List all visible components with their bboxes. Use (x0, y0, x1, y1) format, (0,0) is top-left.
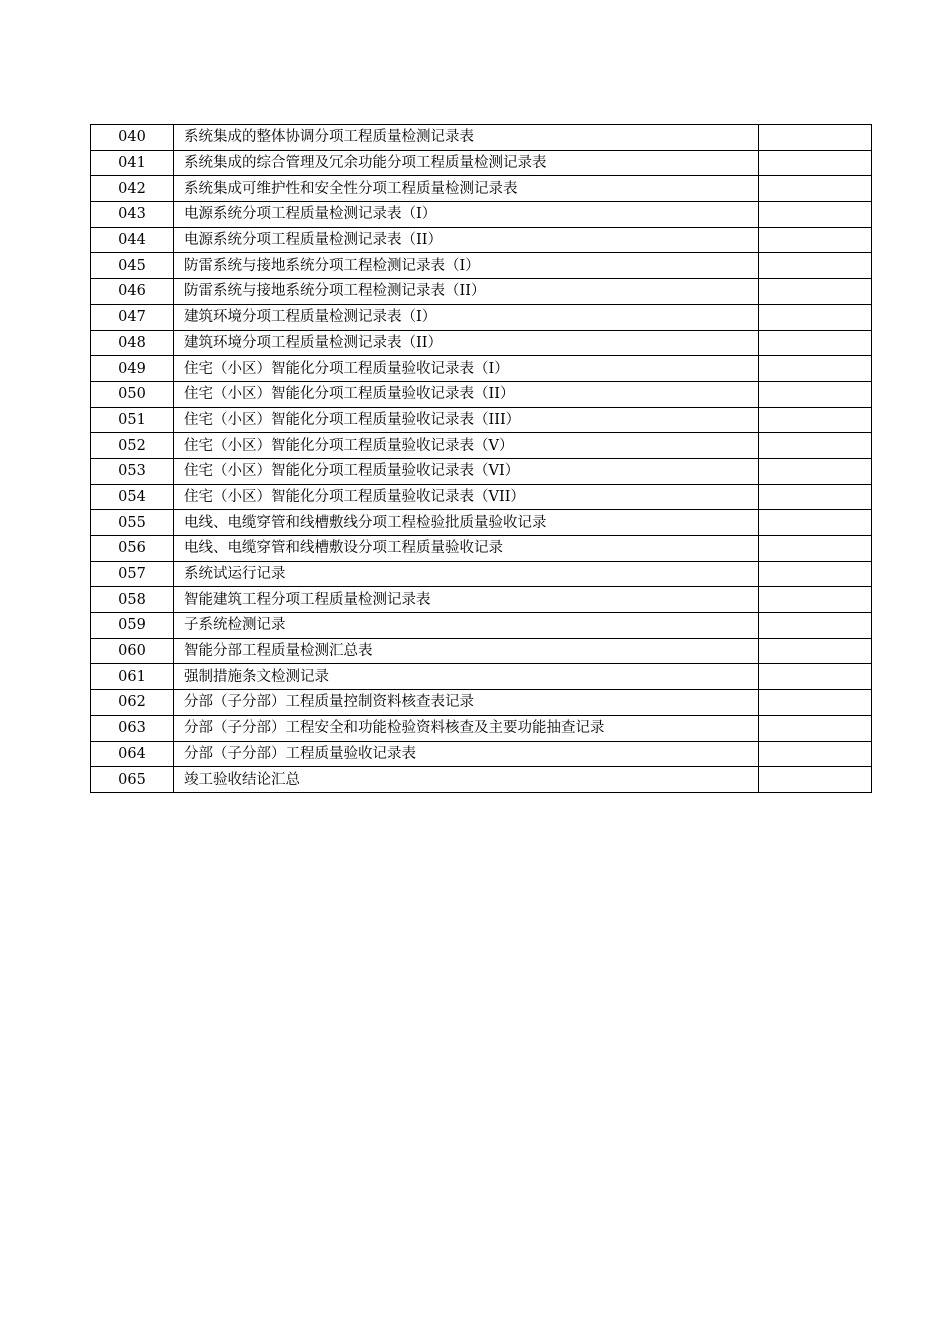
record-name-cell: 系统集成的综合管理及冗余功能分项工程质量检测记录表 (174, 150, 759, 176)
record-note-cell (759, 150, 872, 176)
record-number-cell: 040 (91, 125, 174, 151)
record-note-cell (759, 767, 872, 793)
record-note-cell (759, 510, 872, 536)
table-row (91, 458, 872, 484)
table-row (91, 510, 872, 536)
record-number-cell: 062 (91, 690, 174, 716)
record-note-cell (759, 664, 872, 690)
record-name-cell: 子系统检测记录 (174, 613, 759, 639)
record-number-cell: 041 (91, 150, 174, 176)
record-name-cell: 分部（子分部）工程安全和功能检验资料核查及主要功能抽查记录 (174, 715, 759, 741)
record-number-cell: 052 (91, 433, 174, 459)
record-note-cell (759, 613, 872, 639)
record-note-cell (759, 279, 872, 305)
table-row (91, 690, 872, 716)
record-name-cell: 防雷系统与接地系统分项工程检测记录表（II） (174, 279, 759, 305)
record-number-cell: 059 (91, 613, 174, 639)
record-number-cell: 042 (91, 176, 174, 202)
record-name-cell: 住宅（小区）智能化分项工程质量验收记录表（II） (174, 381, 759, 407)
record-note-cell (759, 356, 872, 382)
record-name-cell: 智能分部工程质量检测汇总表 (174, 638, 759, 664)
record-name-cell: 系统试运行记录 (174, 561, 759, 587)
record-number-cell: 044 (91, 227, 174, 253)
table-row (91, 613, 872, 639)
record-name-cell: 防雷系统与接地系统分项工程检测记录表（I） (174, 253, 759, 279)
record-number-cell: 048 (91, 330, 174, 356)
table-row (91, 125, 872, 151)
table-row (91, 202, 872, 228)
record-note-cell (759, 202, 872, 228)
record-note-cell (759, 125, 872, 151)
table-row (91, 715, 872, 741)
record-note-cell (759, 407, 872, 433)
record-note-cell (759, 227, 872, 253)
table-row (91, 664, 872, 690)
record-number-cell: 060 (91, 638, 174, 664)
table-row (91, 433, 872, 459)
record-name-cell: 建筑环境分项工程质量检测记录表（II） (174, 330, 759, 356)
record-note-cell (759, 304, 872, 330)
table-row (91, 150, 872, 176)
record-name-cell: 住宅（小区）智能化分项工程质量验收记录表（III） (174, 407, 759, 433)
record-number-cell: 045 (91, 253, 174, 279)
record-number-cell: 058 (91, 587, 174, 613)
record-note-cell (759, 741, 872, 767)
table-body (91, 125, 872, 793)
record-name-cell: 电线、电缆穿管和线槽敷设分项工程质量验收记录 (174, 536, 759, 562)
record-note-cell (759, 690, 872, 716)
record-name-cell: 住宅（小区）智能化分项工程质量验收记录表（V） (174, 433, 759, 459)
record-name-cell: 建筑环境分项工程质量检测记录表（I） (174, 304, 759, 330)
table-row (91, 638, 872, 664)
record-note-cell (759, 458, 872, 484)
record-note-cell (759, 561, 872, 587)
record-name-cell: 电线、电缆穿管和线槽敷线分项工程检验批质量验收记录 (174, 510, 759, 536)
record-number-cell: 057 (91, 561, 174, 587)
record-name-cell: 分部（子分部）工程质量控制资料核查表记录 (174, 690, 759, 716)
record-name-cell: 智能建筑工程分项工程质量检测记录表 (174, 587, 759, 613)
table-row (91, 536, 872, 562)
record-note-cell (759, 715, 872, 741)
table-row (91, 587, 872, 613)
table-row (91, 407, 872, 433)
record-number-cell: 050 (91, 381, 174, 407)
table-row (91, 741, 872, 767)
record-list-table (90, 124, 872, 793)
record-number-cell: 047 (91, 304, 174, 330)
record-name-cell: 竣工验收结论汇总 (174, 767, 759, 793)
record-number-cell: 065 (91, 767, 174, 793)
record-number-cell: 055 (91, 510, 174, 536)
record-name-cell: 系统集成的整体协调分项工程质量检测记录表 (174, 125, 759, 151)
table-row (91, 356, 872, 382)
record-name-cell: 分部（子分部）工程质量验收记录表 (174, 741, 759, 767)
record-number-cell: 053 (91, 458, 174, 484)
record-number-cell: 056 (91, 536, 174, 562)
record-note-cell (759, 587, 872, 613)
record-note-cell (759, 381, 872, 407)
table-row (91, 484, 872, 510)
record-number-cell: 049 (91, 356, 174, 382)
record-name-cell: 系统集成可维护性和安全性分项工程质量检测记录表 (174, 176, 759, 202)
record-name-cell: 住宅（小区）智能化分项工程质量验收记录表（VI） (174, 458, 759, 484)
record-name-cell: 电源系统分项工程质量检测记录表（II） (174, 227, 759, 253)
record-number-cell: 061 (91, 664, 174, 690)
record-note-cell (759, 330, 872, 356)
record-number-cell: 043 (91, 202, 174, 228)
record-name-cell: 电源系统分项工程质量检测记录表（I） (174, 202, 759, 228)
table-row (91, 279, 872, 305)
record-number-cell: 063 (91, 715, 174, 741)
record-number-cell: 054 (91, 484, 174, 510)
record-number-cell: 064 (91, 741, 174, 767)
table-row (91, 304, 872, 330)
table-row (91, 227, 872, 253)
record-note-cell (759, 638, 872, 664)
record-number-cell: 051 (91, 407, 174, 433)
record-name-cell: 住宅（小区）智能化分项工程质量验收记录表（VII） (174, 484, 759, 510)
record-note-cell (759, 253, 872, 279)
record-note-cell (759, 484, 872, 510)
table-row (91, 176, 872, 202)
table-row (91, 767, 872, 793)
record-name-cell: 住宅（小区）智能化分项工程质量验收记录表（I） (174, 356, 759, 382)
table-row (91, 561, 872, 587)
table-row (91, 253, 872, 279)
table-row (91, 381, 872, 407)
record-note-cell (759, 536, 872, 562)
record-number-cell: 046 (91, 279, 174, 305)
record-note-cell (759, 433, 872, 459)
record-note-cell (759, 176, 872, 202)
record-name-cell: 强制措施条文检测记录 (174, 664, 759, 690)
table-row (91, 330, 872, 356)
